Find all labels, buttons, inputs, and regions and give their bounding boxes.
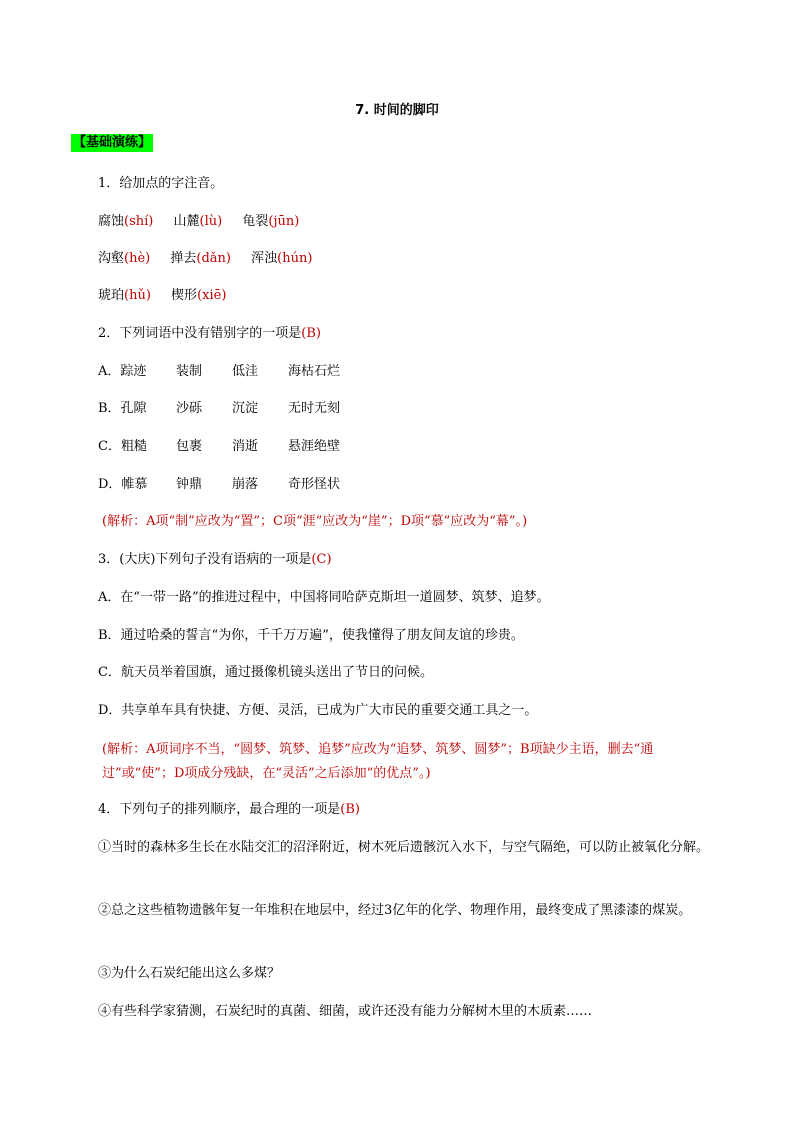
q4-sentence-3: ③为什么石炭纪能出这么多煤？ xyxy=(98,966,281,981)
q4-sentence-1: ①当时的森林多生长在水陆交汇的沼泽附近，树木死后遗骸沉入水下，与空气隔绝，可以防止被氧化分解。 xyxy=(98,840,710,855)
q2-stem: 2．下列词语中没有错别字的一项是(B) xyxy=(98,326,321,341)
q1-row-2: 沟壑(hè) 掸去(dǎn) 浑浊(hún) xyxy=(98,251,313,266)
q3-option-b: B．通过哈桑的誓言“为你，千千万万遍”，使我懂得了朋友间友谊的珍贵。 xyxy=(98,628,524,643)
q3-option-c: C．航天员举着国旗，通过摄像机镜头送出了节日的问候。 xyxy=(98,665,433,680)
q1-stem: 1．给加点的字注音。 xyxy=(98,176,224,191)
q2-option-a: A．踪迹 装制 低洼 海枯石烂 xyxy=(98,364,341,379)
q3-option-a: A．在“一带一路”的推进过程中，中国将同哈萨克斯坦一道圆梦、筑梦、追梦。 xyxy=(98,590,550,605)
q4-sentence-4: ④有些科学家猜测，石炭纪时的真菌、细菌，或许还没有能力分解树木里的木质素…… xyxy=(98,1004,593,1019)
q1-row-3: 琥珀(hǔ) 楔形(xiē) xyxy=(98,288,227,303)
q2-option-d: D．帷慕 钟鼎 崩落 奇形怪状 xyxy=(98,477,341,492)
q2-option-b: B．孔隙 沙砾 沉淀 无时无刻 xyxy=(98,401,341,416)
q4-stem: 4．下列句子的排列顺序，最合理的一项是(B) xyxy=(98,802,360,817)
q3-stem: 3．(大庆)下列句子没有语病的一项是(C) xyxy=(98,552,332,567)
q2-analysis: (解析：A项“制”应改为“置”；C项“涯”应改为“崖”；D项“慕”应改为“幕”。) xyxy=(102,514,528,529)
q4-sentence-2: ②总之这些植物遗骸年复一年堆积在地层中，经过3亿年的化学、物理作用，最终变成了黑漆漆的煤炭。 xyxy=(98,903,692,918)
q2-option-c: C．粗糙 包裹 消逝 悬涯绝壁 xyxy=(98,439,341,454)
q3-option-d: D．共享单车具有快捷、方便、灵活，已成为广大市民的重要交通工具之一。 xyxy=(98,703,538,718)
section-tag: 【基础演练】 xyxy=(73,135,152,150)
q3-analysis: (解析：A项词序不当，“圆梦、筑梦、追梦”应改为“追梦、筑梦、圆梦”；B项缺少主语，删去“通过”或“使”；D项成分残缺，在“灵活”之后添加“的优点”。) xyxy=(102,742,654,781)
page-title: 7. 时间的脚印 xyxy=(355,103,439,118)
q1-row-1: 腐蚀(shí) 山麓(lù) 龟裂(jūn) xyxy=(98,214,300,229)
